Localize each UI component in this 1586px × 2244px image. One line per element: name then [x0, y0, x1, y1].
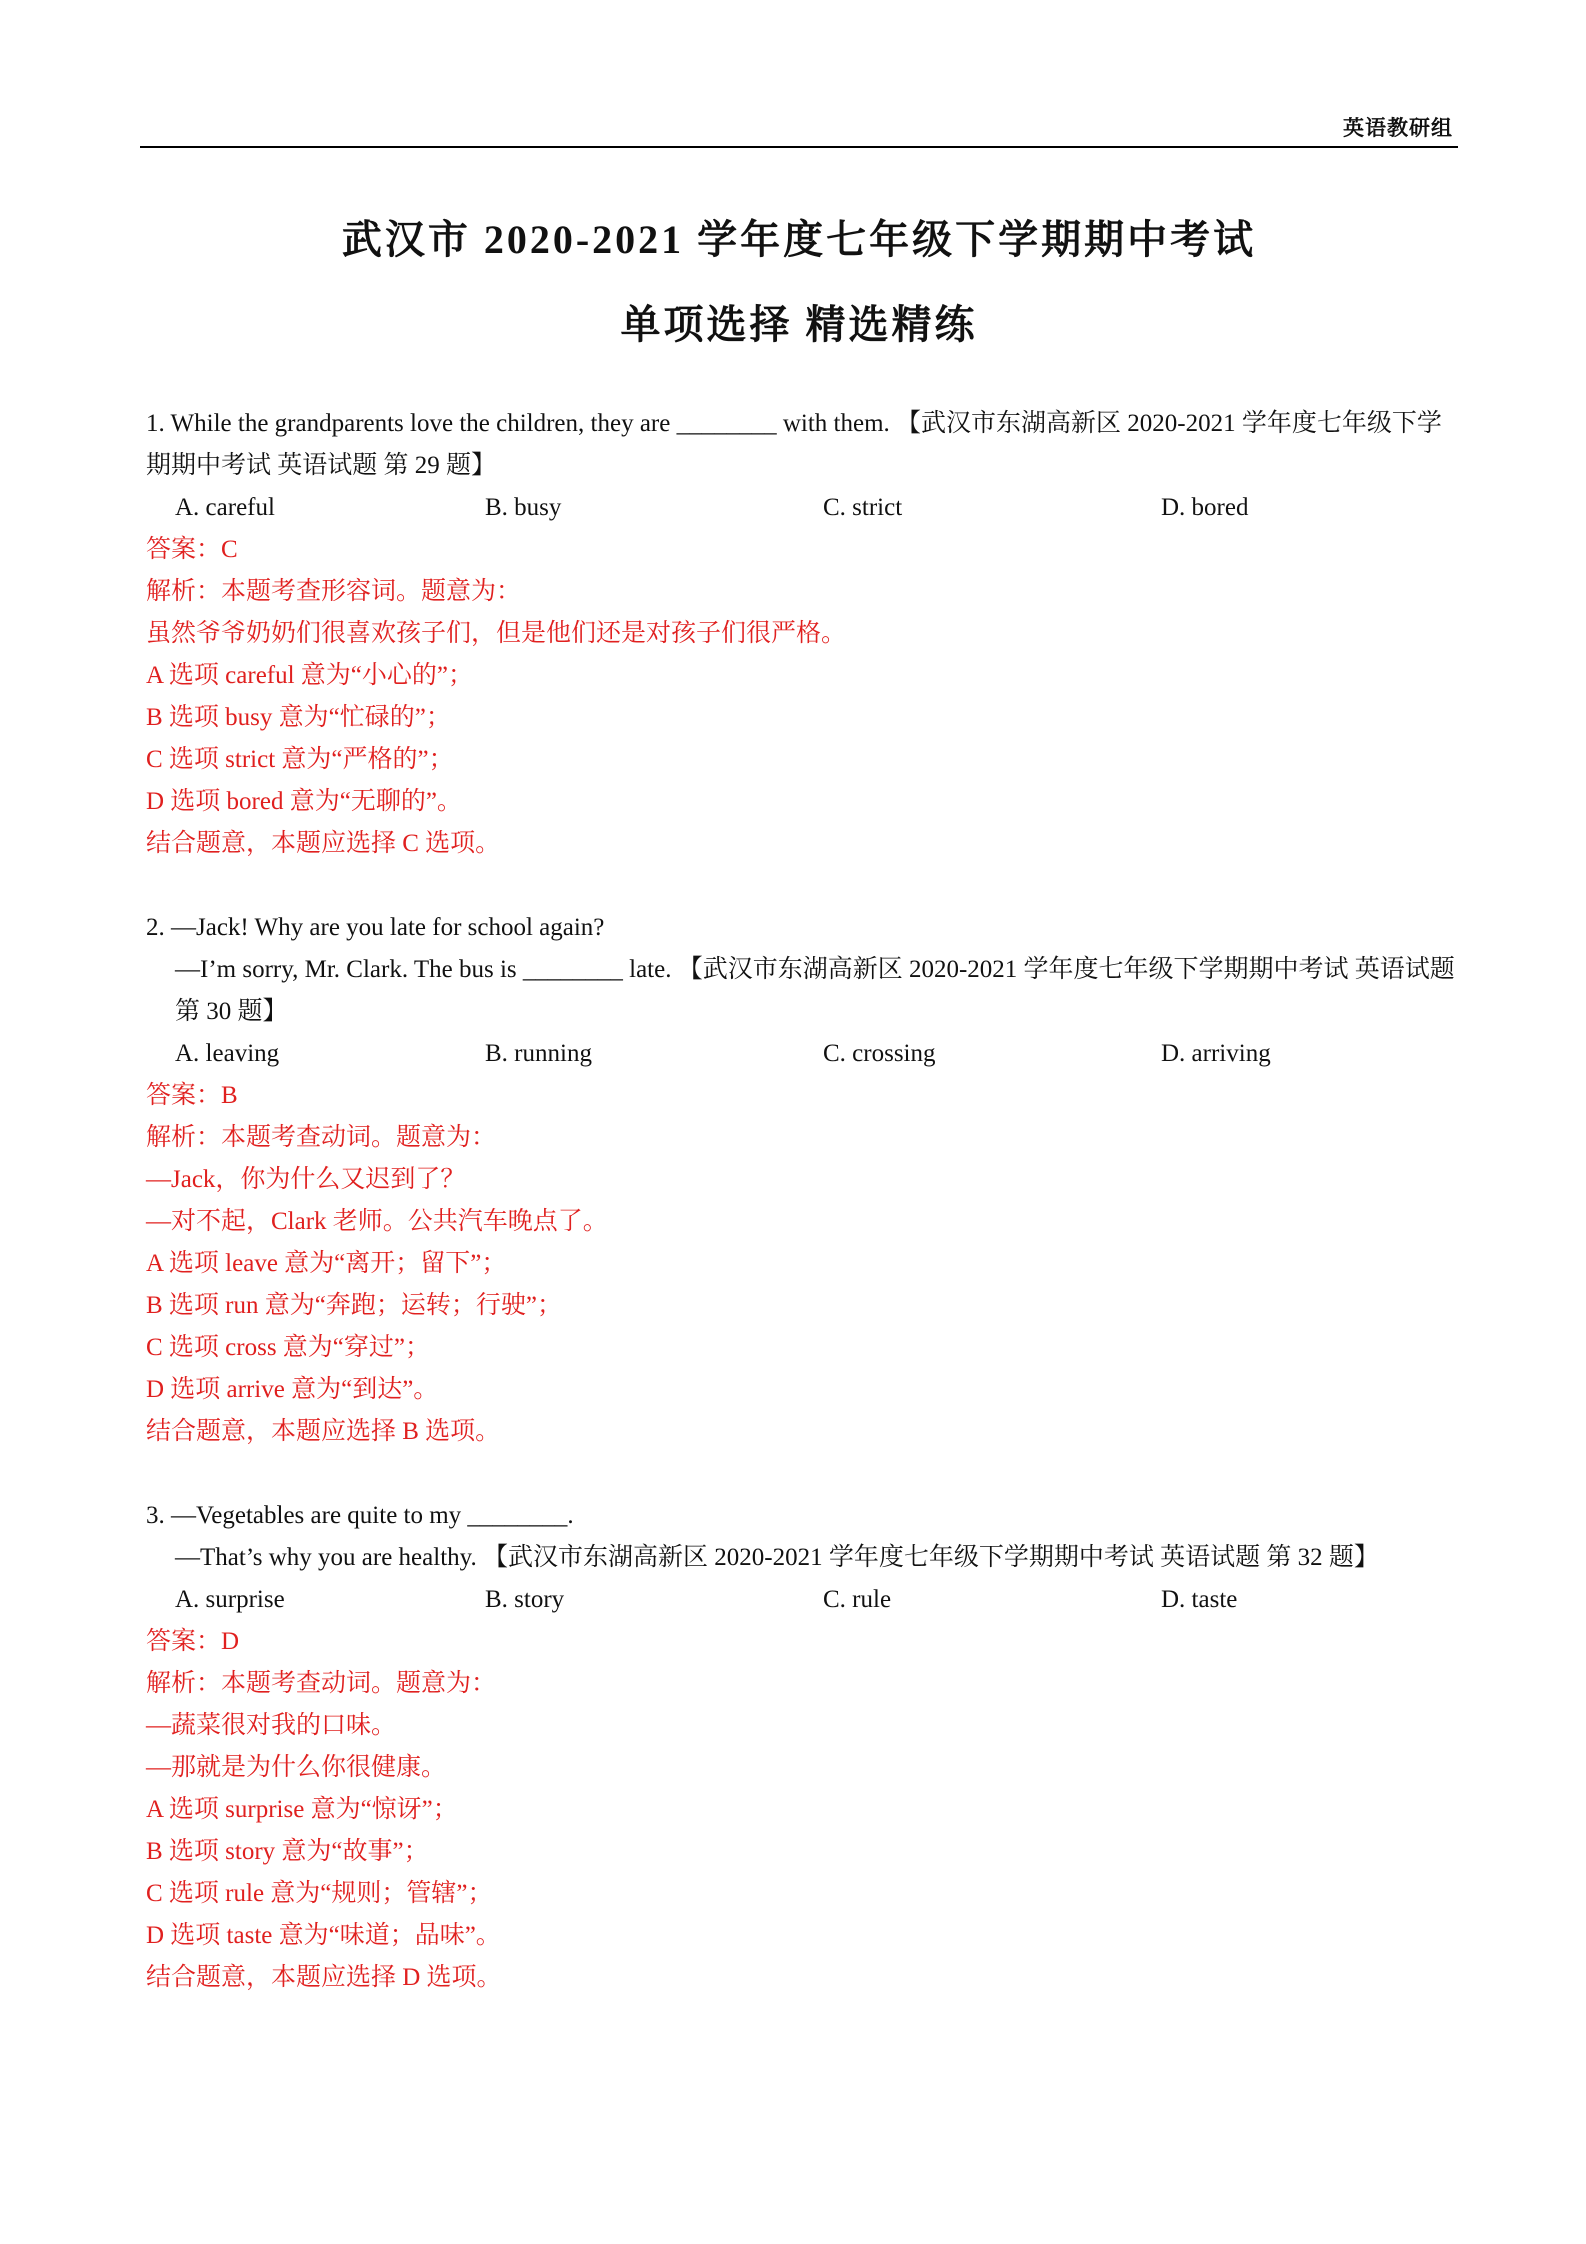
explanation-line: C 选项 strict 意为“严格的”； [146, 746, 454, 773]
explanation-line: A 选项 careful 意为“小心的”； [146, 662, 474, 689]
header-label: 英语教研组 [1343, 116, 1453, 140]
question-stem-reply: —That’s why you are healthy. 【武汉市东湖高新区 2020-2021 学年度七年级下学期期中考试 英语试题 第 32 题】 [175, 1544, 1379, 1571]
explanation-line: B 选项 run 意为“奔跑；运转；行驶”； [146, 1292, 562, 1319]
question-list [146, 403, 1458, 2041]
explanation-line: B 选项 busy 意为“忙碌的”； [146, 704, 451, 731]
document-title: 武汉市 2020-2021 学年度七年级下学期期中考试 [341, 217, 1257, 262]
document-subtitle: 单项选择 精选精练 [620, 302, 978, 347]
explanation-line: —Jack，你为什么又迟到了？ [146, 1166, 466, 1193]
option-c: C. strict [823, 494, 903, 521]
explanation-line: D 选项 arrive 意为“到达”。 [146, 1376, 439, 1403]
answer-key: 答案：D [146, 1628, 240, 1655]
header-divider [140, 146, 1458, 148]
explanation-line: —那就是为什么你很健康。 [146, 1754, 447, 1781]
question-2 [146, 907, 1458, 1453]
option-d: D. arriving [1161, 1040, 1271, 1067]
option-d: D. bored [1161, 494, 1249, 521]
answer-options [146, 1579, 1458, 1621]
question-stem: 2. —Jack! Why are you late for school again? [146, 914, 605, 941]
option-a: A. careful [175, 494, 275, 521]
option-b: B. busy [485, 494, 562, 521]
option-a: A. leaving [175, 1040, 280, 1067]
explanation-line: 解析：本题考查动词。题意为： [146, 1670, 497, 1697]
answer-key: 答案：B [146, 1082, 238, 1109]
question-1 [146, 403, 1458, 865]
question-stem: 3. —Vegetables are quite to my ________. [146, 1502, 574, 1529]
explanation-line: A 选项 leave 意为“离开；留下”； [146, 1250, 507, 1277]
explanation-line: C 选项 cross 意为“穿过”； [146, 1334, 430, 1361]
option-b: B. story [485, 1586, 565, 1613]
explanation-line: A 选项 surprise 意为“惊讶”； [146, 1796, 458, 1823]
answer-options [146, 1033, 1458, 1075]
explanation-line: D 选项 bored 意为“无聊的”。 [146, 788, 462, 815]
explanation-line: D 选项 taste 意为“味道；品味”。 [146, 1922, 501, 1949]
explanation-line: C 选项 rule 意为“规则；管辖”； [146, 1880, 493, 1907]
answer-key: 答案：C [146, 536, 238, 563]
explanation-line: 解析：本题考查动词。题意为： [146, 1124, 497, 1151]
explanation-line: 结合题意，本题应选择 D 选项。 [146, 1964, 502, 1991]
option-c: C. rule [823, 1586, 892, 1613]
explanation-line: B 选项 story 意为“故事”； [146, 1838, 429, 1865]
explanation-line: —对不起，Clark 老师。公共汽车晚点了。 [146, 1208, 608, 1235]
explanation-line: 虽然爷爷奶奶们很喜欢孩子们，但是他们还是对孩子们很严格。 [146, 620, 847, 647]
question-stem-reply: —I’m sorry, Mr. Clark. The bus is ________ late. 【武汉市东湖高新区 2020-2021 学年度七年级下学期期中考试 英语试题 第 30 题】 [175, 956, 1455, 1025]
answer-options [146, 487, 1458, 529]
explanation-line: 结合题意，本题应选择 C 选项。 [146, 830, 501, 857]
explanation-line: 结合题意，本题应选择 B 选项。 [146, 1418, 501, 1445]
question-3 [146, 1495, 1458, 1999]
option-a: A. surprise [175, 1586, 285, 1613]
option-d: D. taste [1161, 1586, 1238, 1613]
option-c: C. crossing [823, 1040, 936, 1067]
explanation-line: —蔬菜很对我的口味。 [146, 1712, 397, 1739]
question-stem: 1. While the grandparents love the children, they are ________ with them. 【武汉市东湖高新区 2020-2021 学年度七年级下学期期中考试 英语试题 第 29 题】 [146, 410, 1442, 479]
explanation-line: 解析：本题考查形容词。题意为： [146, 578, 522, 605]
option-b: B. running [485, 1040, 592, 1067]
